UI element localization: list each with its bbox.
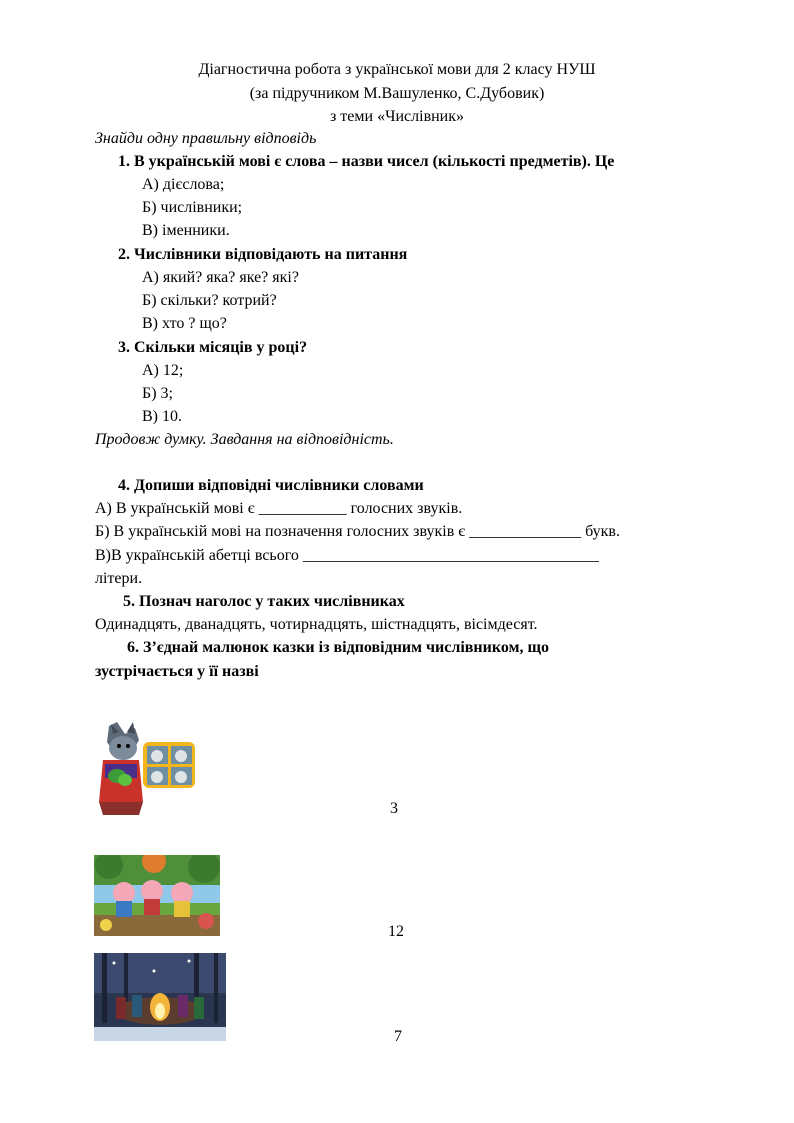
q3-option-a: А) 12; [142,362,184,379]
number-label-2: 12 [388,923,404,940]
q1-option-a: А) дієслова; [142,176,225,193]
instruction-part2: Продовж думку. Завдання на відповідність. [95,431,394,448]
task-4-line-c: В)В українській абетці всього _____________________________________ [95,547,599,564]
task-4-line-b: Б) В українській мові на позначення голосних звуків є ______________ букв. [95,523,620,540]
title-line-2: (за підручником М.Вашуленко, С.Дубовик) [249,85,545,102]
three-pigs-illustration [94,855,220,936]
question-1: 1. В українській мові є слова – назви чисел (кількості предметів). Це [118,153,615,170]
instruction-part1: Знайди одну правильну відповідь [95,130,317,147]
task-5-words: Одинадцять, дванадцять, чотирнадцять, шістнадцять, вісімдесят. [95,616,538,633]
task-6-title-2: зустрічається у її назві [95,663,259,680]
q3-option-b: Б) 3; [142,385,173,402]
q3-option-c: В) 10. [142,408,182,425]
q1-option-b: Б) числівники; [142,199,243,216]
question-3: 3. Скільки місяців у році? [118,339,308,356]
twelve-months-illustration [94,953,226,1041]
title-line-3: з теми «Числівник» [329,108,465,125]
wolf-and-kids-illustration [95,720,197,815]
task-5-title: 5. Познач наголос у таких числівниках [123,593,405,610]
q2-option-a: А) який? яка? яке? які? [142,269,299,286]
number-label-1: 3 [390,800,398,817]
q2-option-c: В) хто ? що? [142,315,227,332]
q2-option-b: Б) скільки? котрий? [142,292,277,309]
title-line-1: Діагностична робота з української мови для 2 класу НУШ [198,61,596,78]
number-label-3: 7 [394,1028,402,1045]
task-6-title-1: 6. З’єднай малюнок казки із відповідним числівником, що [127,639,549,656]
task-4-title: 4. Допиши відповідні числівники словами [118,477,424,494]
q1-option-c: В) іменники. [142,222,230,239]
question-2: 2. Числівники відповідають на питання [118,246,408,263]
task-4-line-a: А) В українській мові є ___________ голосних звуків. [95,500,463,517]
task-4-line-c-cont: літери. [95,570,143,587]
